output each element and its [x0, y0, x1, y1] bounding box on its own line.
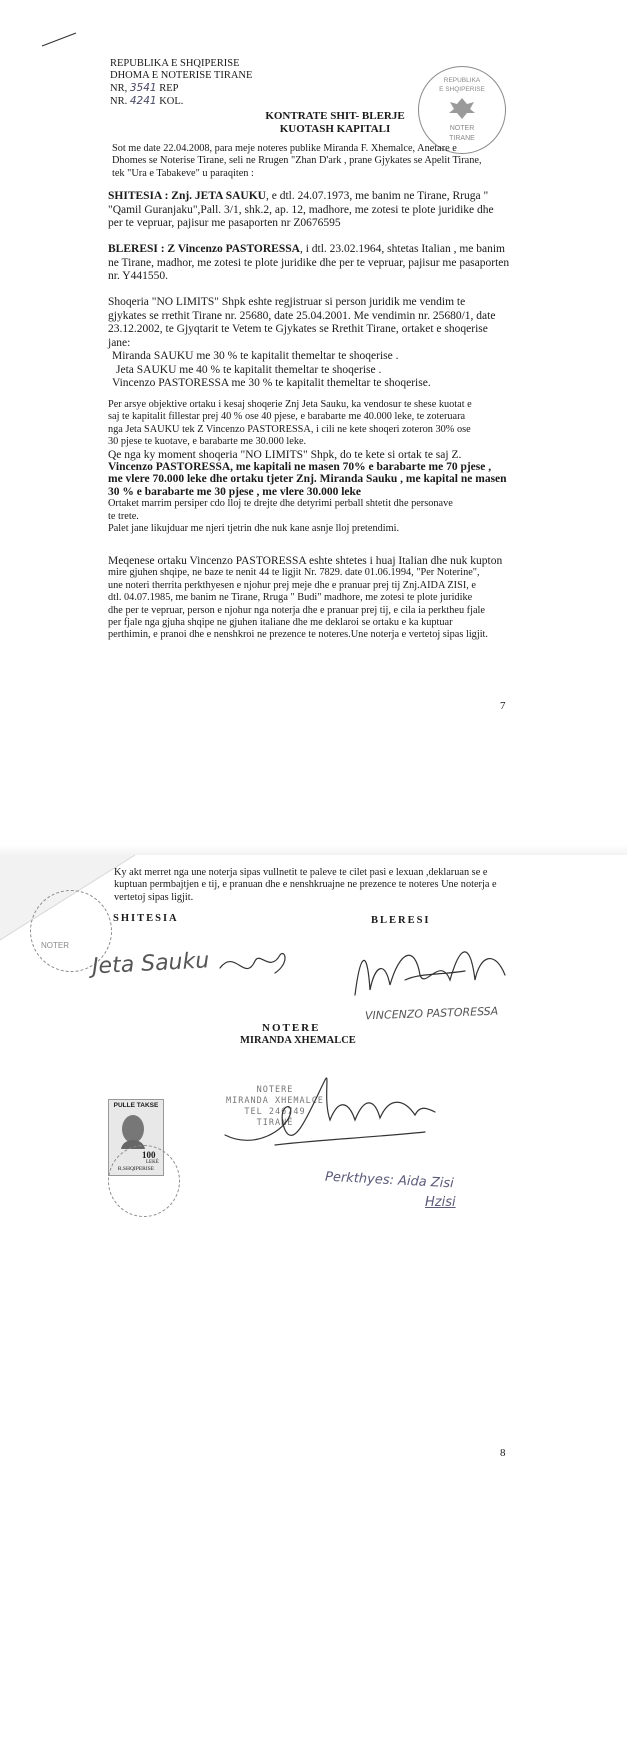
seller-line: per te vepruar, pajisur me pasaporten nr Z0676595 — [108, 217, 341, 229]
document-page-7 — [0, 0, 627, 855]
partner-item: Miranda SAUKU me 30 % te kapitalit themeltar te shoqerise . — [112, 350, 399, 362]
stamp-line: MIRANDA XHEMALCE — [226, 1096, 324, 1106]
kol-number-handwritten: 4241 — [129, 95, 157, 107]
translator-line: dhe per te vepruar, person e njohur nga noterja dhe e pranuar prej tij, e cila ia perktheu fjale — [108, 604, 485, 616]
closing-paragraph — [114, 867, 522, 904]
seller-signature-flourish — [215, 943, 295, 988]
translator-note: Perkthyes: Aida Zisi — [324, 1169, 455, 1192]
translator-paragraph — [108, 555, 524, 642]
company-line: 23.12.2002, te Gjyqtarit te Vetem te Gjykates se Rrethit Tirane, ortaket e shoqerise — [108, 323, 488, 335]
seal-text-noter: NOTER — [41, 941, 69, 950]
seal-text-city: TIRANE — [449, 135, 475, 142]
seal-text-top: REPUBLIKA — [443, 77, 481, 84]
transfer-line: Per arsye objektive ortaku i kesaj shoqerie Znj Jeta Sauku, ka vendosur te shese kuotat e — [108, 399, 472, 410]
closing-line: vertetoj sipas ligjit. — [114, 891, 194, 903]
header-kol-number — [110, 95, 310, 108]
title-line-2: KUOTASH KAPITALI — [279, 123, 391, 135]
header-rep-number — [110, 82, 310, 95]
buyer-line — [108, 243, 524, 257]
company-line: jane: — [108, 336, 131, 349]
seller-line — [108, 190, 524, 204]
partners-list — [112, 350, 522, 391]
buyer-line: nr. Y441550. — [108, 270, 168, 282]
header-republic: REPUBLIKA E SHQIPERISE — [110, 58, 240, 69]
notary-seal-lower — [108, 1145, 180, 1217]
tax-stamp-title: PULLE TAKSE — [113, 1102, 159, 1109]
tax-stamp-value: 100 — [142, 1150, 156, 1160]
translator-initials: Hzisi — [425, 1195, 456, 1210]
transfer-paragraph — [108, 399, 524, 535]
company-line: gjykates se rrethit Tirane nr. 25680, date 25.04.2001. Me vendimin nr. 25680/1, date — [108, 309, 496, 322]
translator-line: dtl. 04.07.1985, me banim ne Tirane, Rruga " Budi" madhore, me zotesi te plote juridike — [108, 592, 473, 604]
seller-line: "Qamil Guranjaku",Pall. 3/1, shk.2, ap. 12, madhore, me zotesi te plote juridike dhe — [108, 203, 494, 216]
notary-signature — [215, 1060, 445, 1155]
tax-stamp-unit: LEKË — [146, 1160, 159, 1165]
seal-text-country: E SHQIPERISE — [439, 86, 485, 93]
intro-paragraph — [112, 143, 522, 180]
partner-item: Jeta SAUKU me 40 % te kapitalit themeltar te shoqerise . — [116, 363, 382, 376]
seller-signature-label: SHITESIA — [113, 913, 179, 924]
intro-line: Dhomes se Noterise Tirane, seli ne Rrugen "Zhan D'ark , prane Gjykates se Apelit Tirane, — [112, 155, 482, 167]
translator-line: Meqenese ortaku Vincenzo PASTORESSA eshte shtetes i huaj Italian dhe nuk kupton — [108, 555, 503, 567]
contract-title — [250, 110, 420, 136]
seller-label: SHITESIA : Znj. JETA SAUKU — [108, 190, 266, 202]
company-paragraph — [108, 296, 524, 350]
buyer-paragraph — [108, 243, 524, 284]
seal-text-noter: NOTER — [449, 125, 475, 132]
transfer-line: Qe nga ky moment shoqeria "NO LIMITS" Shpk, do te kete si ortak te saj Z. — [108, 448, 462, 461]
buyer-label: BLERESI : Z Vincenzo PASTORESSA — [108, 243, 300, 255]
transfer-line: 30 pjese te kuotave, e barabarte me 30.000 leke. — [108, 436, 307, 448]
rep-suffix: REP — [159, 83, 179, 94]
seller-paragraph — [108, 190, 524, 231]
translator-line: une noteri therrita perkthyesen e njohur prej meje dhe e pranuar prej tij Znj.AIDA ZISI, e — [108, 579, 476, 591]
document-page-8 — [0, 855, 627, 1754]
pen-mark — [40, 30, 80, 48]
transfer-line: Ortaket marrim persiper cdo lloj te drejte dhe detyrimi perball shtetit dhe personave — [108, 498, 453, 510]
notary-seal — [418, 66, 506, 154]
kol-label: NR. — [110, 96, 128, 107]
tax-stamp-country: R.SHQIPERISE — [117, 1166, 155, 1172]
transfer-line: saj te kapitalit fillestar prej 40 % ose 40 pjese, e barabarte me 40.000 leke, te zoteruara — [108, 411, 466, 423]
transfer-line: 30 % e barabarte me 30 pjese , me vlere 30.000 leke — [108, 485, 362, 498]
transfer-line: me vlere 70.000 leke dhe ortaku tjeter Znj. Miranda Sauku , me kapital ne masen — [108, 473, 507, 486]
closing-line: kuptuan permbajtjen e tij, e pranuan dhe e nenshkruajne ne prezence te noteres Une noterja e — [114, 879, 497, 891]
rep-label: NR, — [110, 83, 128, 94]
page-number: 8 — [500, 1447, 506, 1459]
translator-line: perthimin, e pranoi dhe e nenshkroi ne prezence te noteres.Une noterja e vertetoj sipas ligjit. — [108, 629, 488, 641]
eagle-emblem — [447, 95, 477, 121]
notary-label: NOTERE — [262, 1022, 321, 1034]
header-chamber: DHOMA E NOTERISE TIRANE — [110, 70, 253, 81]
seller-signature: Jeta Sauku — [91, 948, 210, 980]
kol-suffix: KOL. — [159, 96, 184, 107]
buyer-signature-label: BLERESI — [371, 915, 431, 926]
closing-line: Ky akt merret nga une noterja sipas vullnetit te paleve te cilet pasi e lexuan ,deklaruan se e — [114, 867, 488, 878]
transfer-line: nga Jeta SAUKU tek Z Vincenzo PASTORESSA, i cili ne kete shoqeri zoteron 30% ose — [108, 423, 471, 435]
rep-number-handwritten: 3541 — [129, 82, 157, 94]
transfer-line: Palet jane likujduar me njeri tjetrin dhe nuk kane asnje lloj pretendimi. — [108, 523, 400, 535]
page-number: 7 — [500, 700, 506, 712]
transfer-line: Vincenzo PASTORESSA, me kapitali ne masen 70% e barabarte me 70 pjese , — [108, 461, 492, 474]
notary-name: MIRANDA XHEMALCE — [240, 1035, 356, 1046]
buyer-signature — [345, 935, 525, 1005]
translator-line: per fjale nga gjuha shqipe ne gjuhen italiane dhe me deklaroi se ortaku e ka kuptuar — [108, 617, 453, 629]
intro-line: tek "Ura e Tabakeve" u paraqiten : — [112, 167, 254, 179]
partner-item: Vincenzo PASTORESSA me 30 % te kapitalit themeltar te shoqerise. — [112, 377, 431, 389]
buyer-text: , i dtl. 23.02.1964, shtetas Italian , me banim — [299, 243, 505, 255]
transfer-line: te trete. — [108, 510, 139, 522]
translator-line: mire gjuhen shqipe, ne baze te nenit 44 te ligjit Nr. 7829. date 01.06.1994, "Per Noterine", — [108, 567, 480, 579]
stamp-line: NOTERE — [256, 1085, 294, 1095]
document-header — [110, 58, 310, 108]
company-line: Shoqeria "NO LIMITS" Shpk eshte regjistruar si person juridik me vendim te — [108, 296, 466, 308]
stamp-line: TEL 246749 — [244, 1107, 306, 1117]
title-line-1: KONTRATE SHIT- BLERJE — [265, 110, 405, 122]
buyer-line: ne Tirane, madhor, me zotesi te plote juridike dhe per te vepruar, pajisur me pasaporten — [108, 256, 510, 269]
seller-text: , e dtl. 24.07.1973, me banim ne Tirane, Rruga " — [265, 190, 489, 202]
stamp-line: TIRANË — [256, 1118, 294, 1128]
intro-line: Sot me date 22.04.2008, para meje noteres publike Miranda F. Xhemalce, Anetare e — [112, 143, 457, 154]
buyer-printed-name: VINCENZO PASTORESSA — [364, 1004, 499, 1023]
